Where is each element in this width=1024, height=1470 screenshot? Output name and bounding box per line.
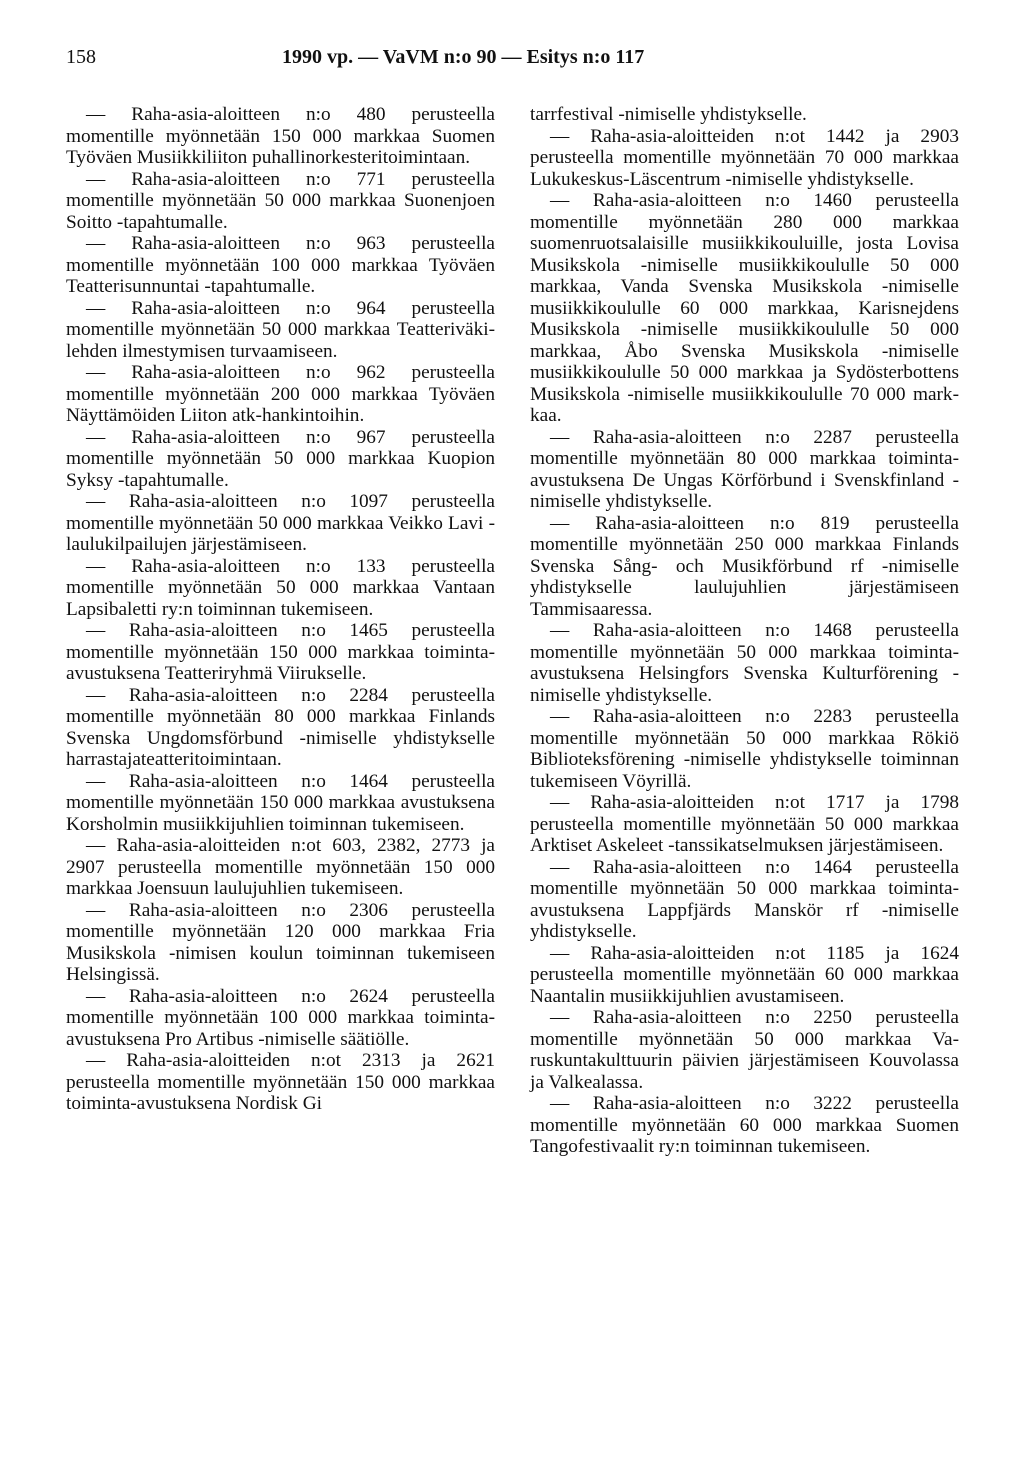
page-header [66, 46, 966, 76]
paragraph: — Raha-asia-aloitteen n:o 967 perusteella momentille myönnetään 50 000 markkaa Kuopion Syksy -tapahtumalle. [66, 426, 495, 491]
paragraph: — Raha-asia-aloitteiden n:ot 1185 ja 1624 perusteella momentille myönnetään 60 000 markkaa Naantalin musiikkijuhlien avustamiseen. [530, 942, 959, 1007]
paragraph: — Raha-asia-aloitteen n:o 2624 perusteella momentille myönnetään 100 000 markkaa toiminta-avustuksena Pro Artibus -nimiselle säätiölle. [66, 985, 495, 1050]
paragraph: — Raha-asia-aloitteen n:o 3222 perusteella momentille myönnetään 60 000 markkaa Suomen Tangofestivaalit ry:n toiminnan tukemiseen. [530, 1093, 959, 1157]
paragraph: — Raha-asia-aloitteen n:o 133 perusteella momentille myönnetään 50 000 markkaa Vantaan Lapsibaletti ry:n toiminnan tukemiseen. [66, 555, 495, 620]
right-column [530, 104, 959, 1158]
page-number: 158 [66, 46, 96, 68]
paragraph: — Raha-asia-aloitteen n:o 962 perusteella momentille myönnetään 200 000 markkaa Työväen Näyttämöiden Liiton atk-hankintoihin. [66, 362, 495, 426]
paragraph: — Raha-asia-aloitteen n:o 480 perusteella momentille myönnetään 150 000 markkaa Suomen Työväen Musiikkiliiton puhallinorkesteritoimintaan. [66, 104, 495, 168]
paragraph: — Raha-asia-aloitteen n:o 819 perusteella momentille myönnetään 250 000 markkaa Finlands Svenska Sång- och Musikförbund rf -nimiselle yhdistykselle laulujuhlien järjestämiseen Tammisaaressa. [530, 512, 959, 620]
paragraph-continuation: tarrfestival -nimiselle yhdistykselle. [530, 104, 807, 125]
paragraph: — Raha-asia-aloitteen n:o 771 perusteella momentille myönnetään 50 000 markkaa Suonenjoen Soitto -tapahtumalle. [66, 168, 495, 233]
paragraph: — Raha-asia-aloitteen n:o 1464 perusteella momentille myönnetään 50 000 markkaa toiminta-avustuksena Lappfjärds Manskör rf -nimiselle yhdistykselle. [530, 856, 959, 942]
paragraph: — Raha-asia-aloitteen n:o 1464 perusteella momentille myönnetään 150 000 markkaa avustuksena Korsholmin musiikkijuhlien toiminnan tukemiseen. [66, 770, 495, 835]
paragraph: — Raha-asia-aloitteiden n:ot 1442 ja 2903 perusteella momentille myönnetään 70 000 markkaa Lukukeskus-Läscentrum -nimiselle yhdistykselle. [530, 125, 959, 190]
paragraph: — Raha-asia-aloitteen n:o 963 perusteella momentille myönnetään 100 000 markkaa Työväen Teatterisunnuntai -tapahtumalle. [66, 233, 495, 297]
paragraph: — Raha-asia-aloitteen n:o 1097 perusteella momentille myönnetään 50 000 markkaa Veikko Lavi -laulukilpailujen järjestämiseen. [66, 491, 495, 555]
running-header-title: 1990 vp. — VaVM n:o 90 — Esitys n:o 117 [282, 46, 645, 68]
paragraph: — Raha-asia-aloitteiden n:ot 603, 2382, 2773 ja 2907 perusteella momentille myönnetään 150 000 markkaa Joensuun laulujuhlien tukemiseen. [66, 835, 495, 899]
paragraph: — Raha-asia-aloitteen n:o 964 perusteella momentille myönnetään 50 000 markkaa Teatteriväki-lehden ilmestymisen turvaamiseen. [66, 297, 495, 362]
paragraph: — Raha-asia-aloitteiden n:ot 1717 ja 1798 perusteella momentille myönnetään 50 000 markkaa Arktiset Askeleet -tanssikatselmuksen järjestämiseen. [530, 792, 959, 856]
paragraph: — Raha-asia-aloitteen n:o 1465 perusteella momentille myönnetään 150 000 markkaa toiminta-avustuksena Teatteriryhmä Viirukselle. [66, 620, 495, 684]
paragraph: — Raha-asia-aloitteen n:o 2250 perusteella momentille myönnetään 50 000 markkaa Varuskuntakulttuurin päivien järjestämiseen Kouvolassa ja Valkealassa. [530, 1007, 959, 1093]
paragraph: — Raha-asia-aloitteen n:o 1460 perusteella momentille myönnetään 280 000 markkaa suomenruotsalaisille musiikkikouluille, josta Lovisa Musikskola -nimiselle musiikkikoululle 50 000 markkaa, Vanda Svenska Musikskola -nimiselle musiikkikoululle 60 000 markkaa, Karisnejdens Musikskola -nimiselle musiikkikoululle 50 000 markkaa, Åbo Svenska Musikskola -nimiselle musiikkikoululle 50 000 markkaa ja Sydösterbottens Musikskola -nimiselle musiikkikoululle 70 000 markkaa. [530, 190, 959, 426]
paragraph: — Raha-asia-aloitteen n:o 1468 perusteella momentille myönnetään 50 000 markkaa toiminta-avustuksena Helsingfors Svenska Kulturförening -nimiselle yhdistykselle. [530, 620, 959, 706]
left-column [66, 104, 495, 1115]
paragraph: — Raha-asia-aloitteen n:o 2287 perusteella momentille myönnetään 80 000 markkaa toiminta-avustuksena De Ungas Körförbund i Svenskfinland -nimiselle yhdistykselle. [530, 426, 959, 512]
paragraph: — Raha-asia-aloitteen n:o 2306 perusteella momentille myönnetään 120 000 markkaa Fria Musikskola -nimisen koulun toiminnan tukemiseen Helsingissä. [66, 899, 495, 985]
paragraph: — Raha-asia-aloitteen n:o 2284 perusteella momentille myönnetään 80 000 markkaa Finlands Svenska Ungdomsförbund -nimiselle yhdistykselle harrastajateatteritoimintaan. [66, 684, 495, 770]
paragraph: — Raha-asia-aloitteiden n:ot 2313 ja 2621 perusteella momentille myönnetään 150 000 markkaa toiminta-avustuksena Nordisk Gi [66, 1050, 495, 1114]
paragraph: — Raha-asia-aloitteen n:o 2283 perusteella momentille myönnetään 50 000 markkaa Rökiö Biblioteksförening -nimiselle yhdistykselle toiminnan tukemiseen Vöyrillä. [530, 706, 959, 792]
